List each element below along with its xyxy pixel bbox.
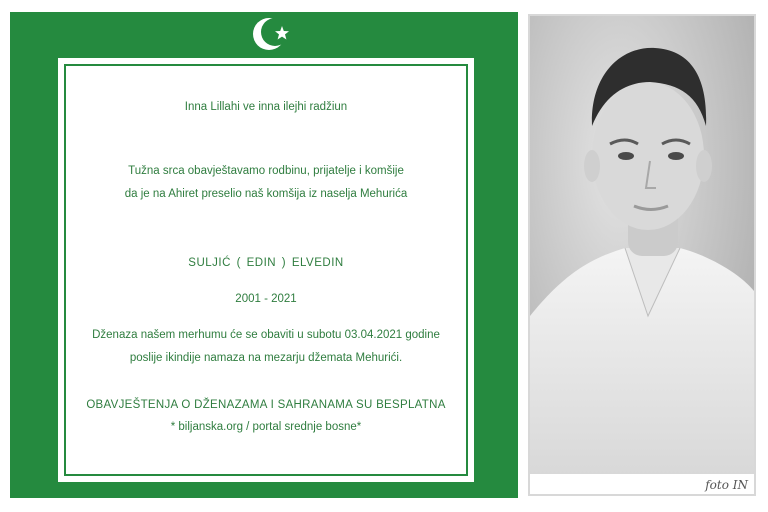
free-notice-text: OBAVJEŠTENJA O DŽENAZAMA I SAHRANAMA SU BESPLATNA (86, 399, 446, 411)
source-credit: * biljanska.org / portal srednje bosne* (170, 421, 362, 433)
portrait-photo (528, 14, 756, 496)
portrait-illustration (530, 16, 754, 494)
crescent-and-star-icon (252, 14, 296, 54)
deceased-name: SULJIĆ ( EDIN ) ELVEDIN (188, 257, 344, 269)
funeral-line-1: Dženaza našem merhumu će se obaviti u subotu 03.04.2021 godine (92, 329, 440, 341)
notice-inner-border (64, 64, 468, 476)
announcement-line-2: da je na Ahiret preselio naš komšija iz naselja Mehurića (124, 188, 408, 200)
life-years: 2001 - 2021 (235, 293, 297, 305)
funeral-line-2: poslije ikindije namaza na mezarju džemata Mehurići. (129, 352, 403, 364)
notice-frame (58, 58, 474, 482)
photo-watermark: foto IN (705, 478, 748, 492)
announcement-line-1: Tužna srca obavještavamo rodbinu, prijatelje i komšije (128, 165, 404, 177)
obituary-notice (10, 12, 518, 498)
invocation-text: Inna Lillahi ve inna ilejhi radžiun (184, 101, 348, 113)
